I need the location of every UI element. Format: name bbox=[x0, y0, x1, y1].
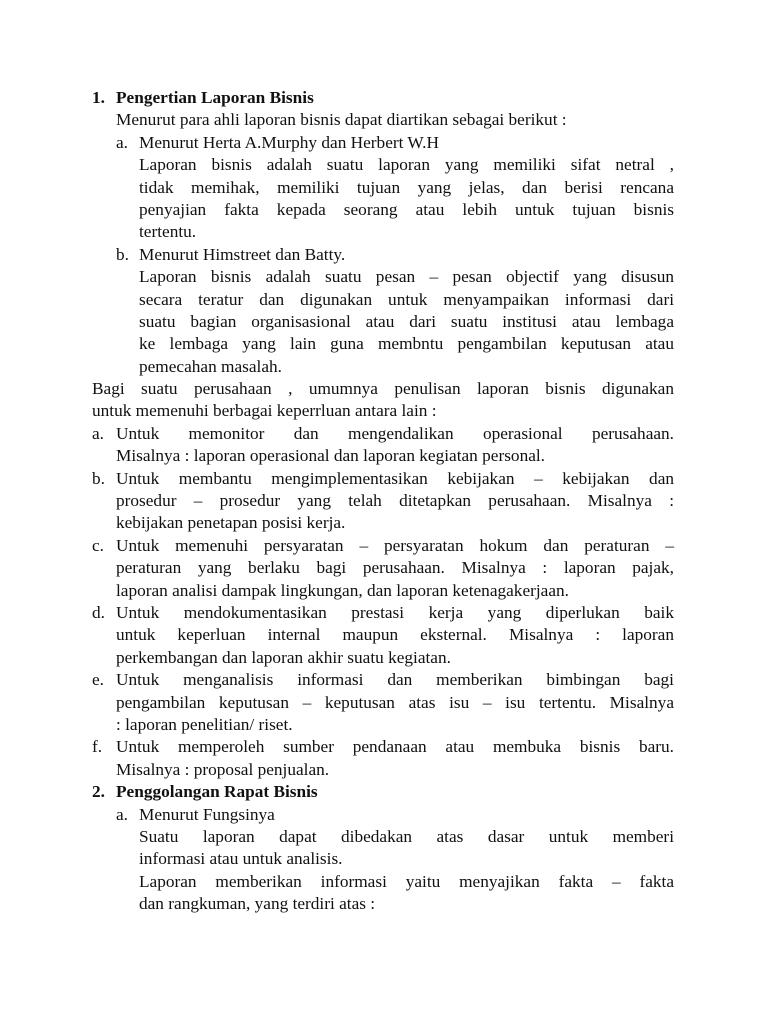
paragraph-line: tidak memihak, memiliki tujuan yang jelas, dan berisi rencana bbox=[139, 177, 674, 197]
list-marker: e. bbox=[92, 670, 104, 690]
list-item bbox=[92, 468, 674, 490]
list-line: kebijakan penetapan posisi kerja. bbox=[116, 513, 346, 533]
list-item bbox=[92, 669, 674, 691]
list-line: Untuk mendokumentasikan prestasi kerja yang diperlukan baik bbox=[116, 602, 674, 622]
paragraph-line: secara teratur dan digunakan untuk menyampaikan informasi dari bbox=[139, 289, 674, 309]
list-line: : laporan penelitian/ riset. bbox=[116, 714, 293, 734]
paragraph-line: untuk memenuhi berbagai keperrluan antara lain : bbox=[92, 401, 437, 421]
list-marker: c. bbox=[92, 535, 104, 555]
paragraph-line: tertentu. bbox=[139, 222, 197, 242]
subitem-title: Menurut Herta A.Murphy dan Herbert W.H bbox=[139, 132, 439, 152]
list-line: Untuk memperoleh sumber pendanaan atau membuka bisnis baru. bbox=[116, 737, 674, 757]
paragraph-line: Laporan bisnis adalah suatu pesan – pesan objectif yang disusun bbox=[139, 267, 674, 287]
paragraph-line: pemecahan masalah. bbox=[139, 356, 282, 376]
list-line: Untuk memenuhi persyaratan – persyaratan hokum dan peraturan – bbox=[116, 535, 674, 555]
list-item bbox=[92, 423, 674, 445]
subitem-heading bbox=[92, 804, 674, 826]
list-line: Misalnya : proposal penjualan. bbox=[116, 759, 330, 779]
list-line: Misalnya : laporan operasional dan laporan kegiatan personal. bbox=[116, 446, 546, 466]
subitem-heading bbox=[92, 132, 674, 154]
list-marker: d. bbox=[92, 602, 105, 622]
paragraph-line: Suatu laporan dapat dibedakan atas dasar untuk memberi bbox=[139, 826, 674, 846]
list-line: Untuk menganalisis informasi dan memberikan bimbingan bagi bbox=[116, 670, 674, 690]
list-line: peraturan yang berlaku bagi perusahaan. Misalnya : laporan pajak, bbox=[116, 558, 674, 578]
list-line: laporan analisi dampak lingkungan, dan laporan ketenagakerjaan. bbox=[116, 580, 569, 600]
paragraph-line: ke lembaga yang lain guna membntu pengambilan keputusan atau bbox=[139, 334, 674, 354]
section-title: Pengertian Laporan Bisnis bbox=[116, 88, 314, 107]
list-line: Untuk memonitor dan mengendalikan operasional perusahaan. bbox=[116, 423, 674, 443]
subitem-title: Menurut Fungsinya bbox=[139, 804, 275, 824]
list-marker: f. bbox=[92, 737, 103, 757]
section-heading bbox=[92, 781, 674, 803]
list-line: Untuk membantu mengimplementasikan kebijakan – kebijakan dan bbox=[116, 468, 674, 488]
subitem-heading bbox=[92, 244, 674, 266]
paragraph-line: dan rangkuman, yang terdiri atas : bbox=[139, 894, 376, 914]
list-marker: b. bbox=[92, 468, 105, 488]
list-line: pengambilan keputusan – keputusan atas isu – isu tertentu. Misalnya bbox=[116, 692, 674, 712]
section-number: 2. bbox=[92, 782, 105, 802]
paragraph-line: Bagi suatu perusahaan , umumnya penulisan laporan bisnis digunakan bbox=[92, 379, 674, 399]
document-page bbox=[92, 87, 674, 915]
paragraph-line: Laporan memberikan informasi yaitu menyajikan fakta – fakta bbox=[139, 871, 674, 891]
list-marker: a. bbox=[92, 423, 104, 443]
list-item bbox=[92, 602, 674, 624]
subitem-marker: a. bbox=[116, 804, 128, 824]
paragraph-line: Laporan bisnis adalah suatu laporan yang memiliki sifat netral , bbox=[139, 155, 674, 175]
list-item bbox=[92, 535, 674, 557]
subitem-title: Menurut Himstreet dan Batty. bbox=[139, 244, 346, 264]
subitem-marker: a. bbox=[116, 132, 128, 152]
section-heading bbox=[92, 87, 674, 109]
paragraph-line: penyajian fakta kepada seorang atau lebih untuk tujuan bisnis bbox=[139, 199, 674, 219]
list-line: prosedur – prosedur yang telah ditetapkan perusahaan. Misalnya : bbox=[116, 491, 674, 511]
paragraph-line: suatu bagian organisasional atau dari suatu institusi atau lembaga bbox=[139, 311, 674, 331]
list-item bbox=[92, 736, 674, 758]
paragraph-line: informasi atau untuk analisis. bbox=[139, 849, 343, 869]
section-intro: Menurut para ahli laporan bisnis dapat diartikan sebagai berikut : bbox=[116, 110, 567, 130]
subitem-marker: b. bbox=[116, 244, 129, 264]
section-title: Penggolangan Rapat Bisnis bbox=[116, 782, 318, 802]
list-line: untuk keperluan internal maupun eksternal. Misalnya : laporan bbox=[116, 625, 674, 645]
list-line: perkembangan dan laporan akhir suatu kegiatan. bbox=[116, 647, 451, 667]
section-number: 1. bbox=[92, 88, 105, 107]
